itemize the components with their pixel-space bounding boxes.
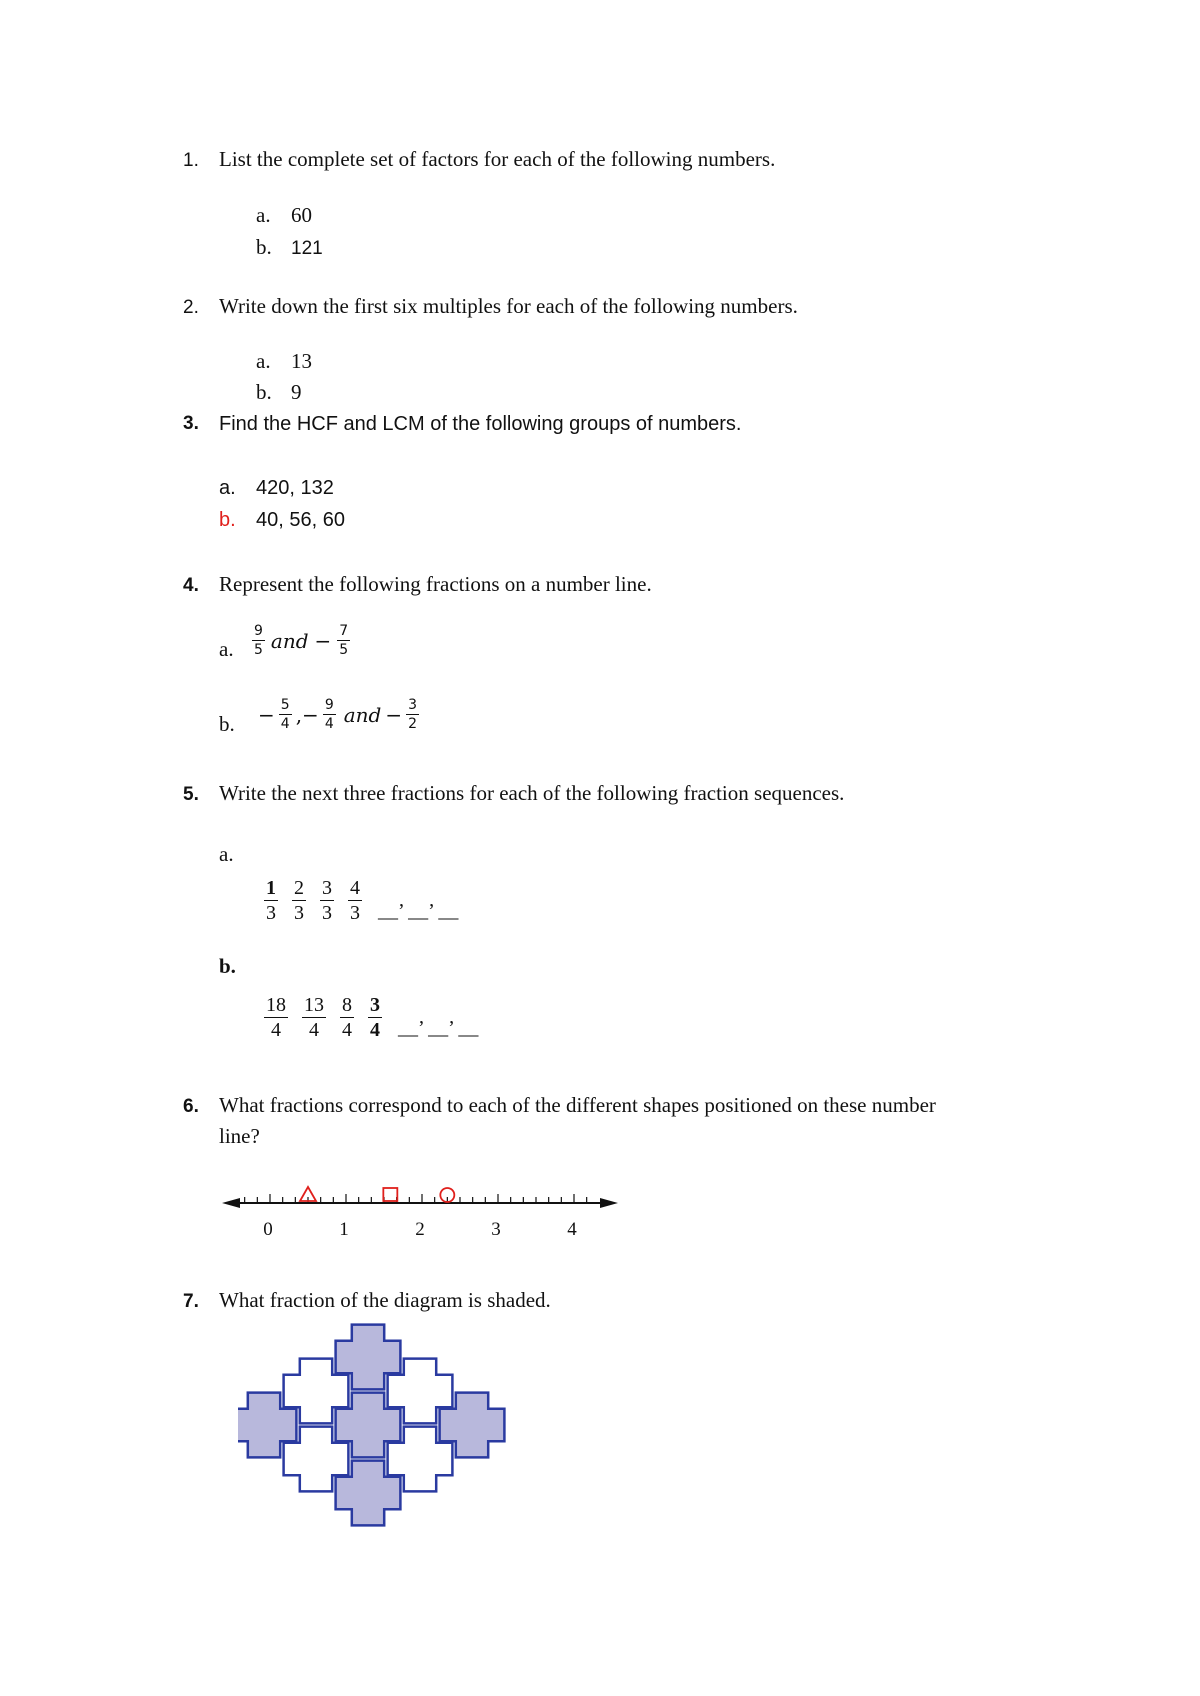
denominator: 4 [271,1019,281,1041]
fraction [252,624,265,657]
question-7-number: 7. [183,1291,199,1312]
denominator: 5 [339,642,349,658]
numerator: 9 [254,623,263,639]
denominator: 4 [342,1019,352,1041]
numerator: 7 [339,623,349,639]
question-5-text: Write the next three fractions for each of the following fraction sequences. [219,781,845,805]
denominator: 4 [309,1019,319,1041]
numerator: 3 [370,994,380,1016]
separator: ,− [295,702,319,727]
answer-blanks: __’ __’ __ [378,900,459,922]
question-3-text: Find the HCF and LCM of the following groups of numbers. [219,413,742,435]
question-5-number: 5. [183,784,199,805]
and-word: and [343,702,382,727]
numerator: 3 [322,877,332,899]
numerator: 3 [408,697,418,713]
numerator: 2 [294,877,304,899]
tick-label: 4 [567,1219,577,1240]
question-6-text-line2: line? [219,1124,260,1148]
question-4a-expression [252,624,350,657]
left-arrow-icon [222,1198,240,1208]
minus-sign: − [385,702,403,727]
question-1a-label: a. [256,203,271,227]
question-1a-value: 60 [291,203,312,227]
numerator: 1 [266,877,276,899]
numerator: 8 [342,994,352,1016]
tick-label: 2 [415,1219,425,1240]
question-5a-sequence [264,878,458,923]
question-4b-expression [258,698,419,731]
tick-label: 1 [339,1219,349,1240]
question-2a-value: 13 [291,349,312,373]
numerator: 18 [266,994,286,1016]
question-1b-label: b. [256,235,272,259]
numerator: 5 [280,697,290,713]
denominator: 4 [280,716,290,732]
question-3-number: 3. [183,413,199,434]
question-7-text: What fraction of the diagram is shaded. [219,1288,551,1312]
question-6-number: 6. [183,1096,199,1117]
sequence-fraction [348,878,362,923]
denominator: 4 [370,1019,380,1041]
denominator: 5 [254,642,263,658]
sequence-fraction [340,995,354,1040]
answer-blanks: __’ __’ __ [398,1017,479,1039]
numerator: 9 [324,697,334,713]
shaded-tile-diagram [238,1310,538,1540]
question-5b-sequence [264,995,478,1040]
denominator: 2 [408,716,418,732]
tick-label: 0 [263,1219,273,1240]
denominator: 3 [322,902,332,924]
question-2b-label: b. [256,380,272,404]
number-line [220,1175,620,1245]
minus-sign: − [314,628,332,653]
question-3b-label: b. [219,509,236,531]
sequence-fraction [264,878,278,923]
question-2-text: Write down the first six multiples for each of the following numbers. [219,294,798,318]
denominator: 3 [294,902,304,924]
question-3a-label: a. [219,477,236,499]
tick-label: 3 [491,1219,501,1240]
fraction [337,624,350,657]
denominator: 3 [266,902,276,924]
sequence-fraction [320,878,334,923]
square-marker [383,1188,397,1201]
question-1b-value: 121 [291,238,323,259]
question-4b-label: b. [219,712,235,736]
question-5b-label: b. [219,954,236,978]
denominator: 3 [350,902,360,924]
question-1-number: 1. [183,150,199,171]
fraction [406,698,419,731]
question-2-number: 2. [183,297,199,318]
sequence-fraction [302,995,326,1040]
question-4-text: Represent the following fractions on a number line. [219,572,652,596]
question-6-text-line1: What fractions correspond to each of the different shapes positioned on these number [219,1093,936,1117]
fraction [323,698,336,731]
question-2a-label: a. [256,349,271,373]
question-4-number: 4. [183,575,199,596]
question-3a-value: 420, 132 [256,477,334,499]
sequence-fraction [264,995,288,1040]
fraction [279,698,292,731]
question-2b-value: 9 [291,380,302,404]
numerator: 4 [350,877,360,899]
denominator: 4 [324,716,334,732]
and-word: and [270,628,309,653]
sequence-fraction [368,995,382,1040]
question-4a-label: a. [219,637,234,661]
sequence-fraction [292,878,306,923]
question-5a-label: a. [219,842,234,866]
question-3b-value: 40, 56, 60 [256,509,345,531]
question-1-text: List the complete set of factors for each of the following numbers. [219,147,776,171]
numerator: 13 [304,994,324,1016]
minus-sign: − [258,702,275,727]
right-arrow-icon [600,1198,618,1208]
